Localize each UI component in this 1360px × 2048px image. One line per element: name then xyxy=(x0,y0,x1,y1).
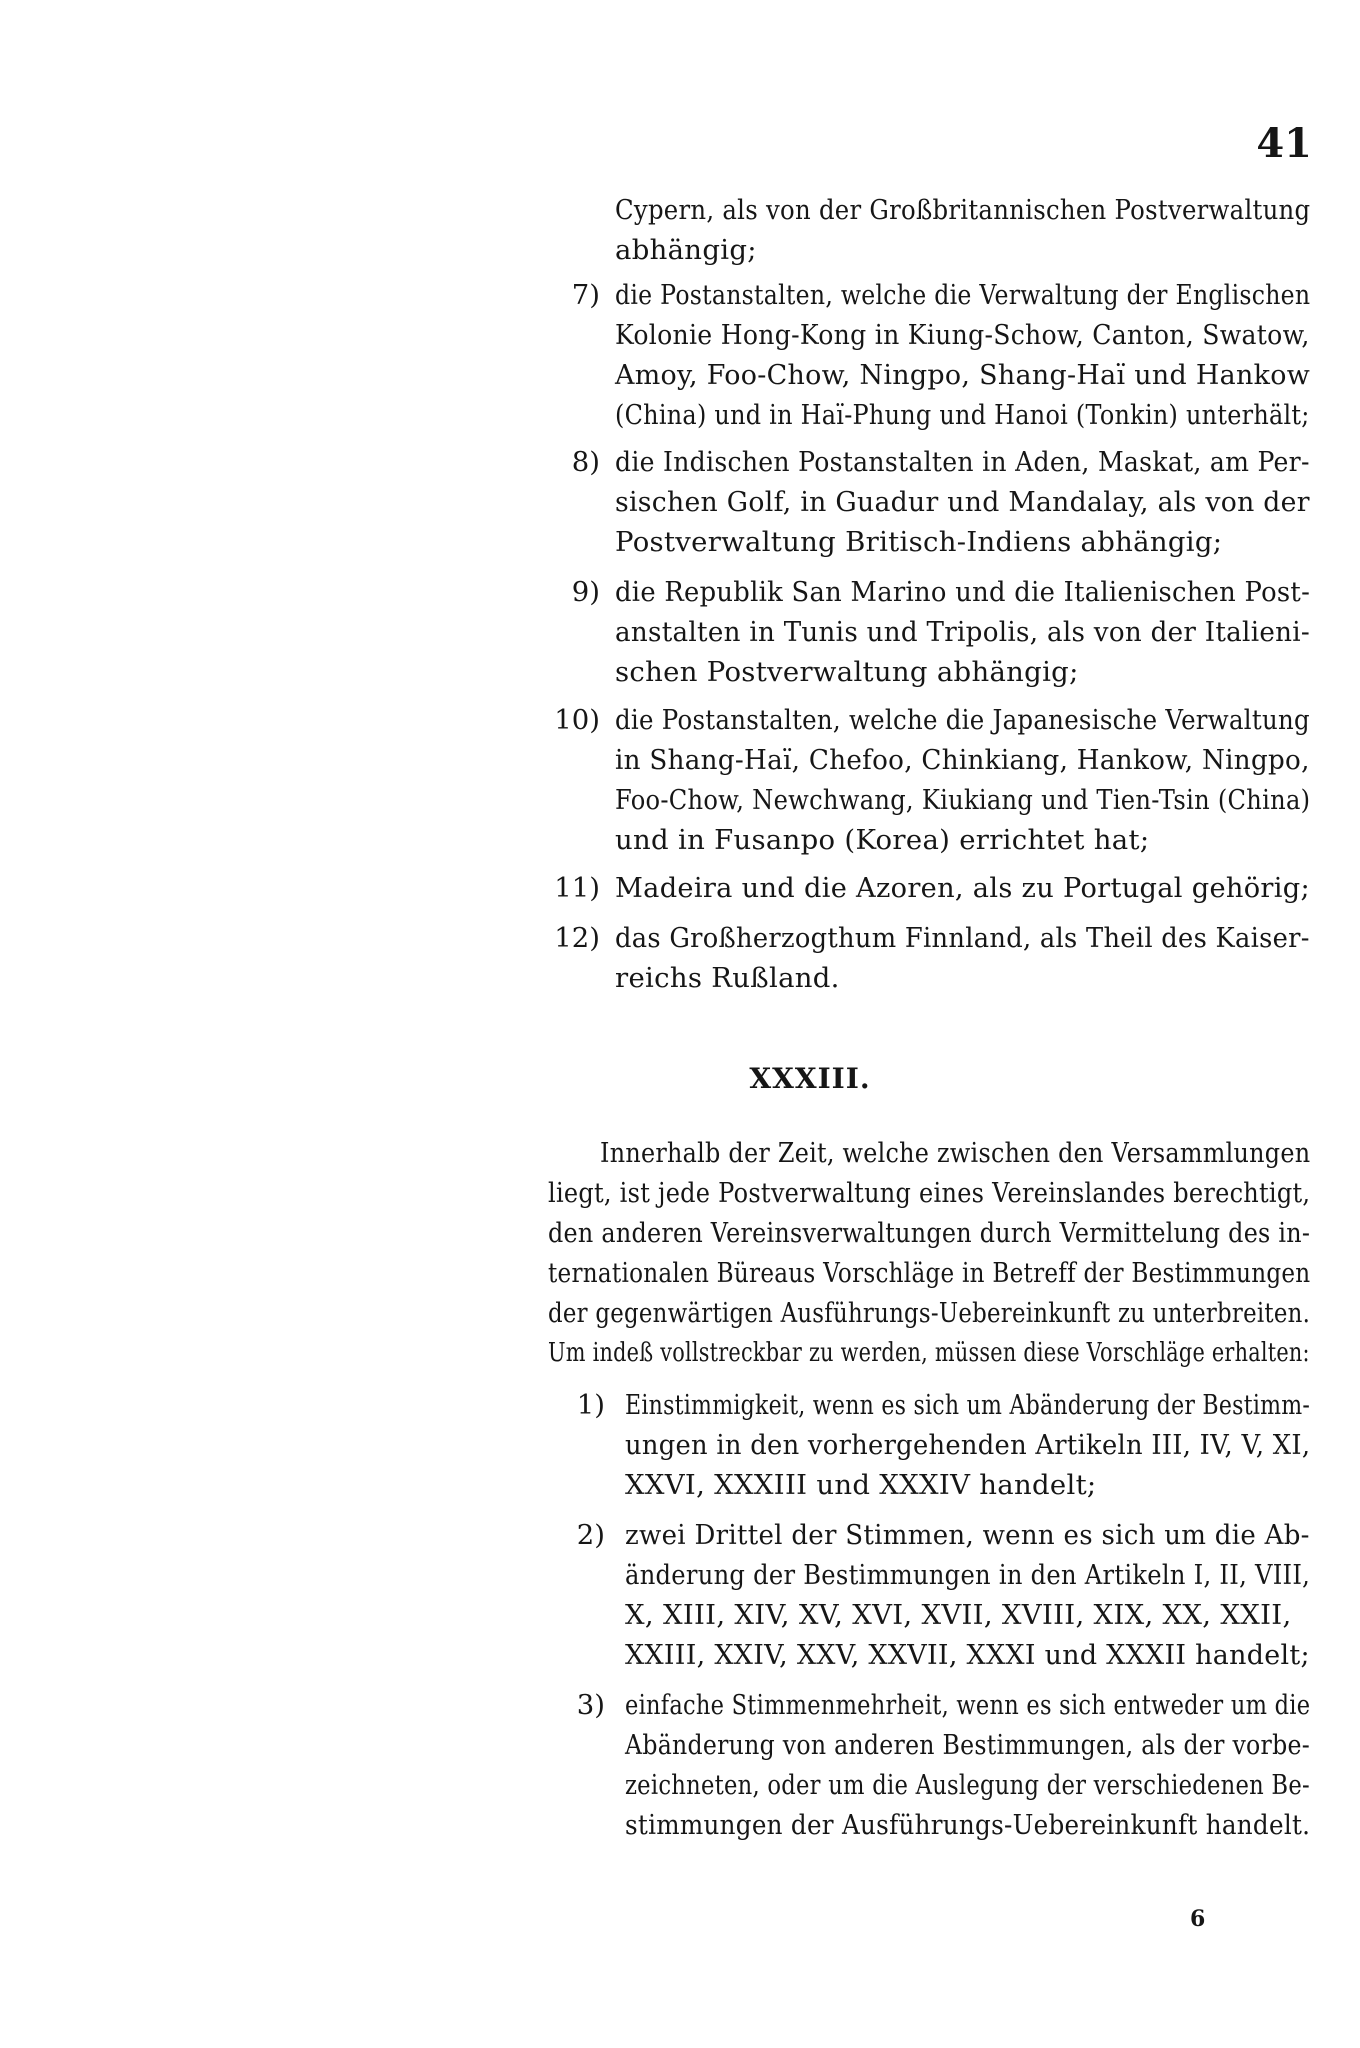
text-line: Einstimmigkeit, wenn es sich um Abänderung der Bestimm- xyxy=(625,1389,1311,1421)
item-number: 3) xyxy=(576,1689,605,1721)
text-line: stimmungen der Ausführungs-Uebereinkunft handelt. xyxy=(625,1809,1311,1841)
item-number: 1) xyxy=(576,1389,605,1421)
text-line: Kolonie Hong-Kong in Kiung-Schow, Canton, Swatow, xyxy=(615,319,1310,351)
text-line: liegt, ist jede Postverwaltung eines Vereinslandes berechtigt, xyxy=(548,1177,1311,1209)
item-number: 7) xyxy=(571,279,600,311)
text-line: der gegenwärtigen Ausführungs-Uebereinkunft zu unterbreiten. xyxy=(548,1297,1311,1329)
text-line: und in Fusanpo (Korea) errichtet hat; xyxy=(615,824,1150,856)
item-number: 2) xyxy=(576,1519,605,1551)
text-line: Abänderung von anderen Bestimmungen, als der vorbe- xyxy=(625,1729,1310,1761)
text-line: Foo-Chow, Newchwang, Kiukiang und Tien-Tsin (China) xyxy=(615,784,1311,816)
text-line: anstalten in Tunis und Tripolis, als von der Italieni- xyxy=(615,616,1311,648)
text-line: Madeira und die Azoren, als zu Portugal gehörig; xyxy=(615,872,1310,904)
item-number: 12) xyxy=(554,922,600,954)
item-number: 9) xyxy=(571,576,600,608)
text-line: XXVI, XXXIII und XXXIV handelt; xyxy=(625,1469,1097,1501)
text-line: die Indischen Postanstalten in Aden, Maskat, am Per- xyxy=(615,446,1310,478)
text-line: die Postanstalten, welche die Verwaltung der Englischen xyxy=(615,279,1311,311)
text-line: den anderen Vereinsverwaltungen durch Vermittelung des in- xyxy=(548,1217,1311,1249)
text-line: Postverwaltung Britisch-Indiens abhängig; xyxy=(615,526,1223,558)
text-line: reichs Rußland. xyxy=(615,962,840,994)
text-line: schen Postverwaltung abhängig; xyxy=(615,656,1079,688)
text-line: die Republik San Marino und die Italienischen Post- xyxy=(615,576,1311,608)
text-line: sischen Golf, in Guadur und Mandalay, als von der xyxy=(615,486,1310,518)
item-number: 8) xyxy=(571,446,600,478)
page-number: 41 xyxy=(1256,120,1312,167)
text-line: Amoy, Foo-Chow, Ningpo, Shang-Haï und Hankow xyxy=(615,359,1311,391)
text-line: (China) und in Haï-Phung und Hanoi (Tonkin) unterhält; xyxy=(615,399,1310,431)
text-line: Cypern, als von der Großbritannischen Postverwaltung xyxy=(615,194,1311,226)
text-line: XXIII, XXIV, XXV, XXVII, XXXI und XXXII handelt; xyxy=(625,1639,1310,1671)
section-heading-text: XXXIII. xyxy=(749,1062,871,1095)
text-line: Innerhalb der Zeit, welche zwischen den Versammlungen xyxy=(600,1137,1311,1169)
text-line: Um indeß vollstreckbar zu werden, müssen diese Vorschläge erhalten: xyxy=(548,1338,1310,1368)
text-line: in Shang-Haï, Chefoo, Chinkiang, Hankow, Ningpo, xyxy=(615,744,1310,776)
text-line: X, XIII, XIV, XV, XVI, XVII, XVIII, XIX, XX, XXII, xyxy=(625,1599,1292,1631)
text-line: zwei Drittel der Stimmen, wenn es sich um die Ab- xyxy=(625,1519,1310,1551)
text-line: abhängig; xyxy=(615,234,757,266)
text-line: das Großherzogthum Finnland, als Theil des Kaiser- xyxy=(615,922,1310,954)
text-line: einfache Stimmenmehrheit, wenn es sich entweder um die xyxy=(625,1689,1311,1721)
item-number: 11) xyxy=(554,872,600,904)
text-line: änderung der Bestimmungen in den Artikeln I, II, VIII, xyxy=(625,1559,1311,1591)
text-line: ternationalen Büreaus Vorschläge in Betreff der Bestimmungen xyxy=(548,1257,1311,1289)
section-heading xyxy=(0,1062,1360,1095)
signature-mark: 6 xyxy=(1190,1906,1206,1932)
text-line: die Postanstalten, welche die Japanesische Verwaltung xyxy=(615,704,1310,736)
item-number: 10) xyxy=(554,704,600,736)
text-line: zeichneten, oder um die Auslegung der verschiedenen Be- xyxy=(625,1769,1310,1801)
text-line: ungen in den vorhergehenden Artikeln III, IV, V, XI, xyxy=(625,1429,1311,1461)
